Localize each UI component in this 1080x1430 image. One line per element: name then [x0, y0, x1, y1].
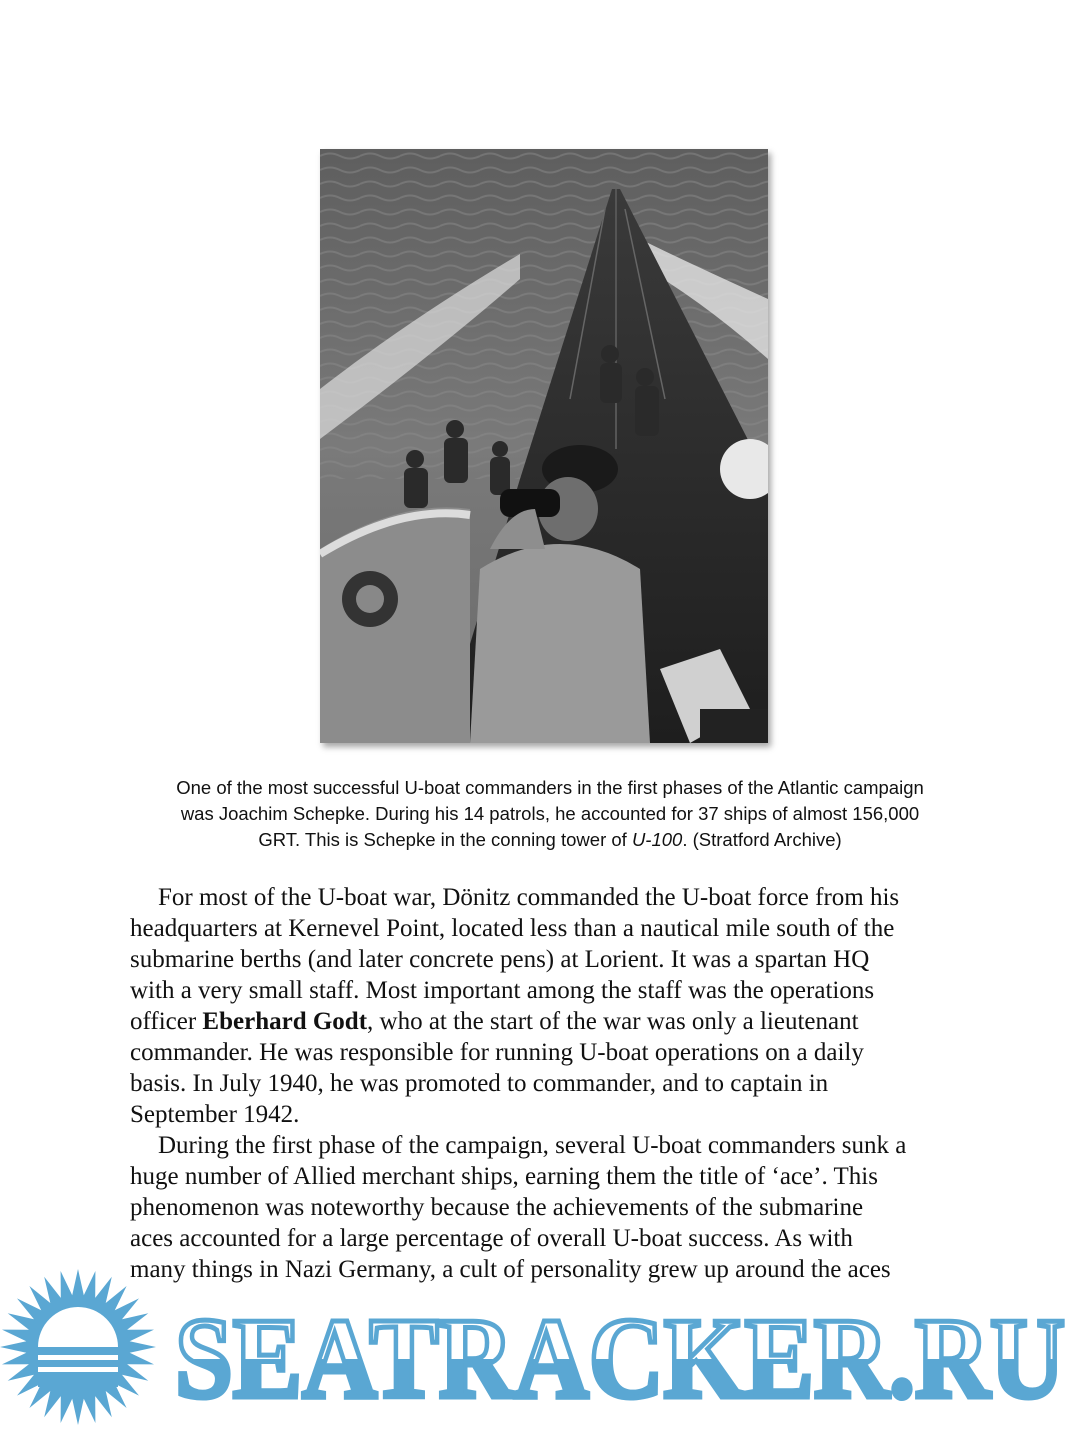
- paragraph-line: many things in Nazi Germany, a cult of personality grew up around the aces: [130, 1256, 891, 1283]
- paragraph-line: For most of the U-boat war, Dönitz commanded the U-boat force from his: [158, 884, 900, 911]
- sun-icon: [0, 1269, 156, 1425]
- caption-line: One of the most successful U-boat commanders in the first phases of the Atlantic campaign: [176, 777, 924, 798]
- caption-line: [120, 827, 980, 853]
- paragraph-line: phenomenon was noteworthy because the achievements of the submarine: [130, 1194, 864, 1221]
- paragraph-line: aces accounted for a large percentage of overall U-boat success. As with: [130, 1225, 853, 1252]
- paragraph-line: with a very small staff. Most important among the staff was the operations: [130, 977, 875, 1004]
- paragraph-line: commander. He was responsible for running U-boat operations on a daily: [130, 1039, 864, 1066]
- photo-caption: [120, 775, 980, 853]
- caption-vessel-name: U-100: [631, 829, 683, 850]
- uboat-photo: [320, 149, 768, 743]
- paragraph-line: submarine berths (and later concrete pens) at Lorient. It was a spartan HQ: [130, 946, 870, 973]
- paragraph-line: [130, 1006, 1010, 1037]
- paragraph-line: basis. In July 1940, he was promoted to commander, and to captain in: [130, 1070, 829, 1097]
- paragraph-line: huge number of Allied merchant ships, earning them the title of ‘ace’. This: [130, 1163, 878, 1190]
- body-text: [130, 882, 1010, 1285]
- caption-line: was Joachim Schepke. During his 14 patrols, he accounted for 37 ships of almost 156,000: [180, 803, 920, 824]
- paragraph-line: During the first phase of the campaign, several U-boat commanders sunk a: [158, 1132, 907, 1159]
- caption-text: GRT. This is Schepke in the conning tower of: [258, 829, 632, 850]
- watermark-graphic: [0, 1265, 1080, 1425]
- paragraph-line: September 1942.: [130, 1101, 300, 1128]
- bold-name: Eberhard Godt: [202, 1008, 368, 1035]
- photograph: [320, 149, 768, 743]
- paragraph-line: headquarters at Kernevel Point, located less than a nautical mile south of the: [130, 915, 895, 942]
- text-run: , who at the start of the war was only a lieutenant: [367, 1008, 859, 1035]
- caption-text: . (Stratford Archive): [682, 829, 842, 850]
- text-run: officer: [130, 1008, 203, 1035]
- watermark-text: SEATRACKER.RU: [175, 1295, 1065, 1423]
- watermark: [0, 1265, 1080, 1425]
